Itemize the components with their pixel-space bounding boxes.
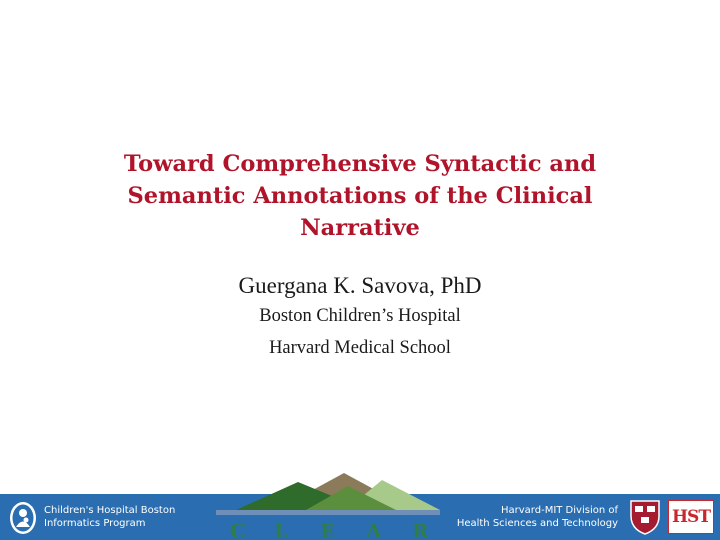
- slide-title: [60, 148, 660, 244]
- clear-letter: R: [412, 519, 429, 540]
- footer-right-text: [457, 504, 618, 530]
- footer-right-line: Harvard-MIT Division of: [501, 505, 618, 516]
- clear-letter: L: [274, 519, 289, 540]
- clear-letter: E: [320, 519, 336, 540]
- footer-right-line: Health Sciences and Technology: [456, 518, 618, 529]
- footer-left-line: Informatics Program: [44, 518, 146, 529]
- title-line: Semantic Annotations of the Clinical: [127, 183, 593, 209]
- childrens-hospital-logo: [8, 500, 38, 536]
- affiliation-school: Harvard Medical School: [269, 338, 451, 358]
- hst-logo: HST: [668, 500, 714, 534]
- title-line: Toward Comprehensive Syntactic and: [123, 151, 597, 177]
- clear-letter: A: [366, 519, 382, 540]
- clear-logo: [216, 470, 440, 540]
- affiliation-hospital: Boston Children’s Hospital: [259, 306, 461, 326]
- harvard-shield-icon: [628, 498, 662, 536]
- clear-letter: C: [230, 519, 246, 540]
- footer-left-text: [44, 504, 175, 530]
- footer-left-line: Children's Hospital Boston: [44, 505, 176, 516]
- author-name: Guergana K. Savova, PhD: [238, 273, 482, 298]
- title-line: Narrative: [300, 215, 420, 241]
